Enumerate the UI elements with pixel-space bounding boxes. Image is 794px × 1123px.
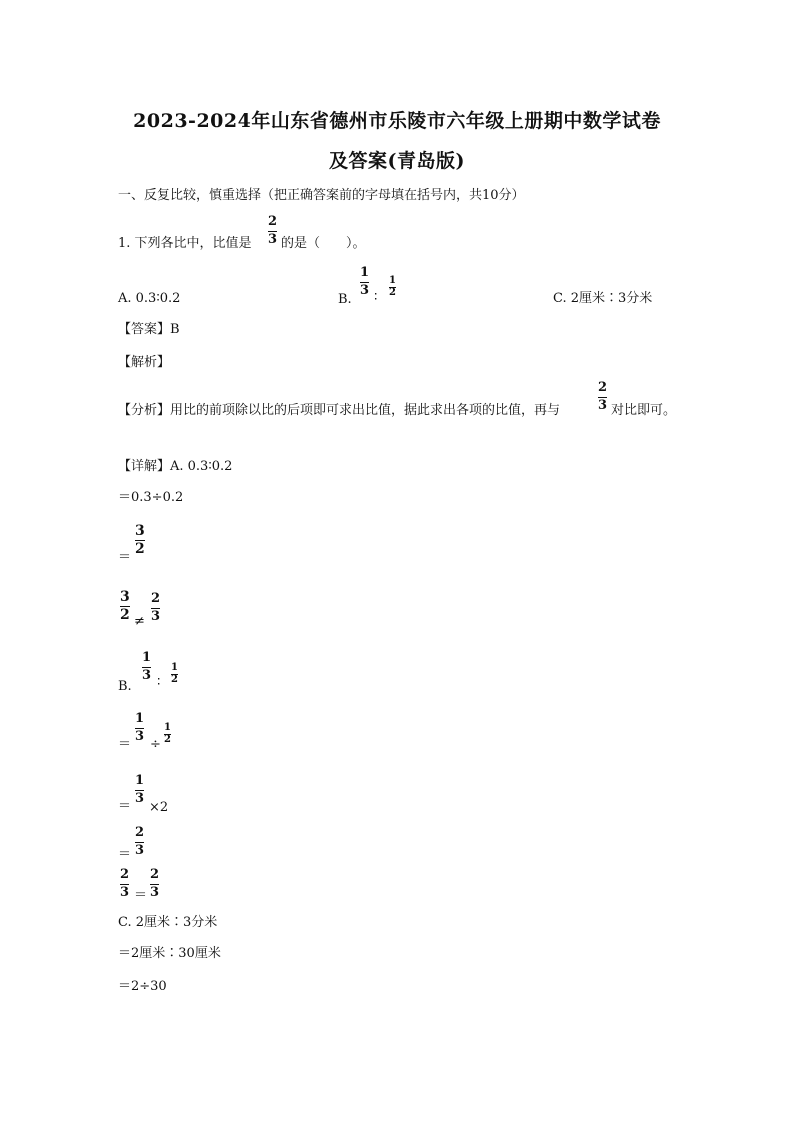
- detail-a-eq: ＝: [118, 550, 132, 565]
- document-title-line1: 2023-2024年山东省德州市乐陵市六年级上册期中数学试卷: [133, 110, 661, 132]
- fraction-numerator: 3: [120, 589, 130, 605]
- fraction-denominator: 2: [135, 541, 145, 557]
- detail-a-step1: ＝0.3÷0.2: [118, 490, 184, 505]
- detail-a-neq: ≠: [134, 614, 145, 629]
- fraction-denominator: 2: [164, 734, 171, 745]
- fraction-numerator: 2: [598, 380, 608, 395]
- detail-c-step1: ＝2厘米∶30厘米: [118, 946, 221, 961]
- fraction-numerator: 2: [268, 214, 278, 229]
- detail-a-compare-right: [151, 592, 160, 624]
- fraction-numerator: 1: [135, 773, 145, 788]
- section-heading: 一、反复比较，慎重选择（把正确答案前的字母填在括号内，共10分）: [118, 188, 525, 203]
- detail-b-right-fraction: [171, 663, 178, 685]
- fraction-numerator: 1: [142, 650, 152, 665]
- fraction-numerator: 2: [151, 591, 161, 606]
- fraction-numerator: 1: [171, 662, 178, 673]
- fraction-denominator: 2: [389, 287, 396, 298]
- fraction-denominator: 3: [120, 885, 130, 900]
- answer-label: 【答案】B: [118, 322, 180, 337]
- detail-b-colon: ∶: [157, 675, 161, 690]
- fraction-numerator: 1: [360, 265, 370, 280]
- fraction-denominator: 3: [360, 283, 370, 298]
- option-b-label: B.: [338, 292, 352, 307]
- fraction-denominator: 3: [135, 729, 145, 744]
- option-b-colon: ∶: [374, 290, 378, 305]
- detail-b-div: ÷: [150, 737, 161, 752]
- option-c: C. 2厘米∶3分米: [553, 291, 653, 306]
- question1-prefix: 1. 下列各比中，比值是: [118, 236, 252, 251]
- detail-b-eq1: ＝: [118, 737, 132, 752]
- option-a: A. 0.3∶0.2: [118, 291, 181, 306]
- detail-b-step3-fraction: [135, 774, 144, 806]
- fraction-numerator: 3: [135, 523, 145, 539]
- fraction-numerator: 2: [150, 867, 160, 882]
- detail-b-compare-eq: ＝: [134, 888, 148, 903]
- detail-b-compare-left: [120, 868, 129, 900]
- fraction-denominator: 3: [142, 668, 152, 683]
- fraction-denominator: 2: [171, 674, 178, 685]
- option-b-right-fraction: [389, 276, 396, 298]
- fraction-numerator: 2: [120, 867, 130, 882]
- detail-c-step2: ＝2÷30: [118, 979, 167, 994]
- fraction-numerator: 2: [135, 825, 145, 840]
- analysis-fraction: [598, 381, 607, 413]
- detail-a-step2-fraction: [135, 524, 145, 556]
- detail-b-eq2: ＝: [118, 799, 132, 814]
- fraction-denominator: 3: [135, 791, 145, 806]
- fraction-denominator: 3: [598, 398, 608, 413]
- fraction-denominator: 2: [120, 607, 130, 623]
- fraction-denominator: 3: [135, 843, 145, 858]
- fraction-denominator: 3: [268, 232, 278, 247]
- fraction-denominator: 3: [150, 885, 160, 900]
- analysis-tail: 对比即可。: [611, 403, 677, 418]
- detail-b-eq3: ＝: [118, 847, 132, 862]
- analysis-header: 【解析】: [118, 355, 171, 370]
- question1-target-fraction: [268, 215, 277, 247]
- detail-b-times-two: ×2: [149, 800, 169, 815]
- fraction-numerator: 1: [389, 275, 396, 286]
- document-title-line2: 及答案(青岛版): [329, 150, 465, 172]
- detail-b-step2-left: [135, 712, 144, 744]
- detail-a-compare-left: [120, 590, 130, 622]
- detail-header: 【详解】A. 0.3∶0.2: [118, 459, 233, 474]
- option-b-left-fraction: [360, 266, 369, 298]
- detail-b-step2-right: [164, 723, 171, 745]
- detail-b-step4-fraction: [135, 826, 144, 858]
- fraction-numerator: 1: [164, 722, 171, 733]
- detail-b-compare-right: [150, 868, 159, 900]
- detail-b-left-fraction: [142, 651, 151, 683]
- detail-c-header: C. 2厘米∶3分米: [118, 915, 218, 930]
- detail-b-label: B.: [118, 679, 132, 694]
- fraction-denominator: 3: [151, 609, 161, 624]
- fraction-numerator: 1: [135, 711, 145, 726]
- question1-suffix: 的是（ ）。: [281, 236, 366, 251]
- analysis-text: 【分析】用比的前项除以比的后项即可求出比值，据此求出各项的比值，再与: [118, 403, 561, 418]
